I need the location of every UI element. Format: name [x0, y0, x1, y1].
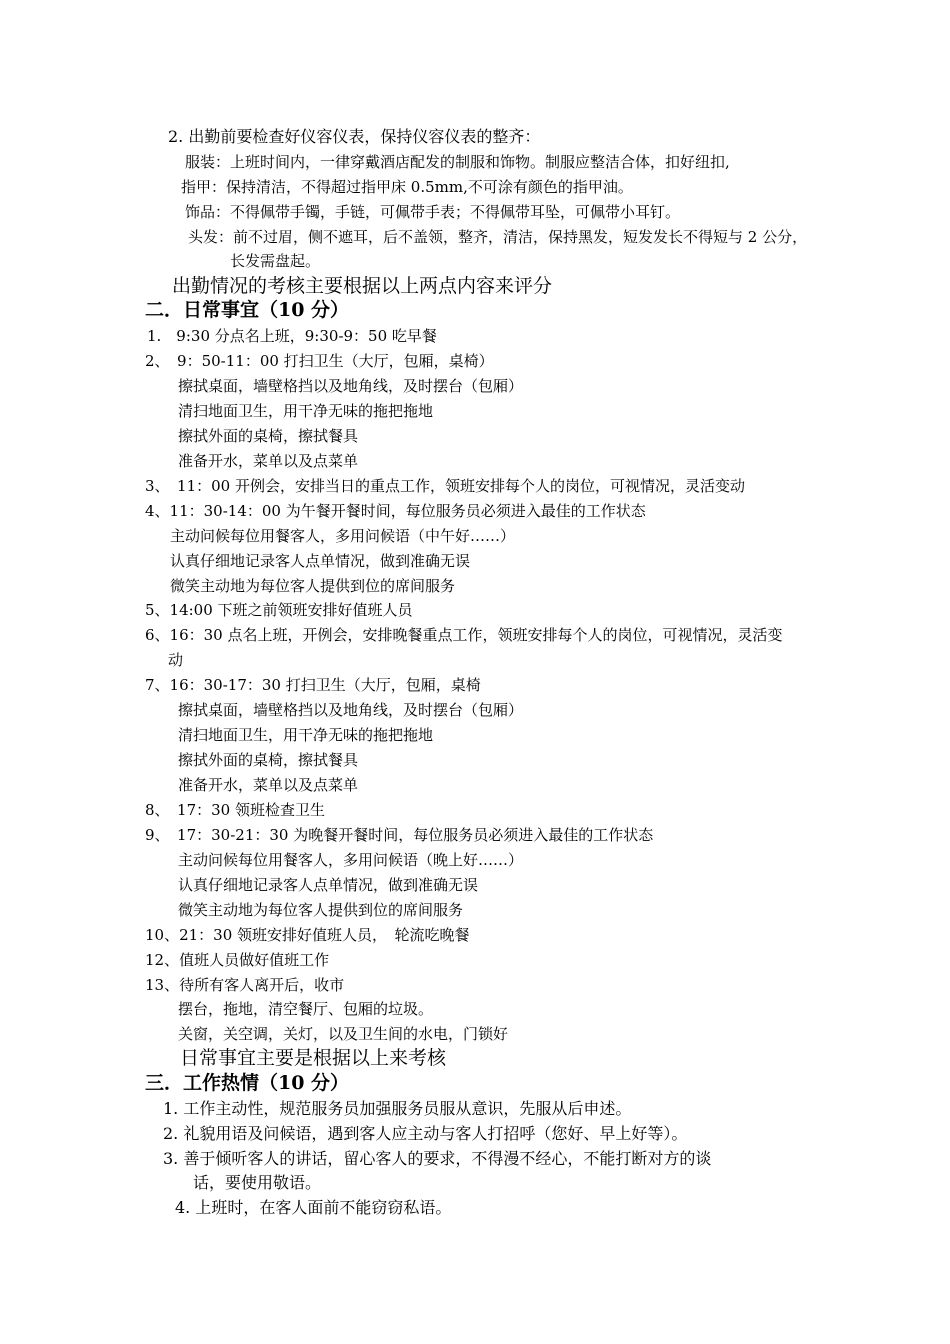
list-item: 清扫地面卫生，用干净无味的拖把拖地 [178, 402, 434, 420]
list-item: 13、待所有客人离开后，收市 [145, 976, 345, 994]
list-item: 10、21：30 领班安排好值班人员， 轮流吃晚餐 [145, 926, 470, 944]
section-heading-work-enthusiasm: 三．工作热情（10 分） [145, 1072, 350, 1094]
list-item: 擦拭桌面，墙壁格挡以及地角线，及时摆台（包厢） [178, 377, 524, 395]
list-item: 2. 礼貌用语及问候语，遇到客人应主动与客人打招呼（您好、早上好等）。 [163, 1124, 688, 1143]
list-item: 微笑主动地为每位客人提供到位的席间服务 [170, 577, 456, 595]
list-item: 6、16：30 点名上班，开例会，安排晚餐重点工作，领班安排每个人的岗位，可视情况，灵活变 [145, 626, 783, 644]
list-item: 准备开水，菜单以及点菜单 [178, 776, 359, 794]
attendance-item-2: 2. 出勤前要检查好仪容仪表，保持仪容仪表的整齐： [168, 127, 541, 146]
list-item: 3、 11：00 开例会，安排当日的重点工作，领班安排每个人的岗位，可视情况，灵活变动 [145, 477, 745, 495]
nails-rule: 指甲：保持清洁，不得超过指甲床 0.5mm,不可涂有颜色的指甲油。 [181, 178, 633, 196]
list-item: 清扫地面卫生，用干净无味的拖把拖地 [178, 726, 434, 744]
list-item: 擦拭外面的桌椅，擦拭餐具 [178, 427, 359, 445]
hair-rule-continued: 长发需盘起。 [230, 252, 321, 270]
list-item: 3. 善于倾听客人的讲话，留心客人的要求，不得漫不经心，不能打断对方的谈 [163, 1149, 712, 1168]
list-item: 2、 9：50-11：00 打扫卫生（大厅，包厢，桌椅） [145, 352, 494, 370]
list-item: 1. 9:30 分点名上班，9:30-9：50 吃早餐 [147, 327, 437, 345]
daily-affairs-summary: 日常事宜主要是根据以上来考核 [180, 1047, 447, 1069]
list-item: 擦拭桌面，墙壁格挡以及地角线，及时摆台（包厢） [178, 701, 524, 719]
list-item: 准备开水，菜单以及点菜单 [178, 452, 359, 470]
list-item: 5、14:00 下班之前领班安排好值班人员 [145, 601, 413, 619]
list-item: 摆台，拖地，清空餐厅、包厢的垃圾。 [178, 1000, 434, 1018]
list-item: 7、16：30-17：30 打扫卫生（大厅，包厢，桌椅 [145, 676, 481, 694]
list-item: 9、 17：30-21：30 为晚餐开餐时间，每位服务员必须进入最佳的工作状态 [145, 826, 654, 844]
accessories-rule: 饰品：不得佩带手镯，手链，可佩带手表；不得佩带耳坠，可佩带小耳钉。 [185, 203, 681, 221]
list-item: 8、 17：30 领班检查卫生 [145, 801, 325, 819]
list-item: 4. 上班时，在客人面前不能窃窃私语。 [175, 1198, 452, 1217]
list-item: 主动问候每位用餐客人，多用问候语（中午好……） [170, 527, 516, 545]
list-item: 关窗，关空调，关灯，以及卫生间的水电，门锁好 [178, 1025, 509, 1043]
list-item: 认真仔细地记录客人点单情况，做到准确无误 [170, 552, 471, 570]
list-item: 1. 工作主动性，规范服务员加强服务员服从意识，先服从后申述。 [163, 1099, 632, 1118]
list-item: 主动问候每位用餐客人，多用问候语（晚上好……） [178, 851, 524, 869]
list-item: 微笑主动地为每位客人提供到位的席间服务 [178, 901, 464, 919]
list-item: 4、11：30-14：00 为午餐开餐时间，每位服务员必须进入最佳的工作状态 [145, 502, 646, 520]
list-item: 认真仔细地记录客人点单情况，做到准确无误 [178, 876, 479, 894]
list-item: 动 [168, 651, 184, 669]
attire-rule: 服装：上班时间内，一律穿戴酒店配发的制服和饰物。制服应整洁合体，扣好纽扣, [185, 153, 730, 171]
section-heading-daily-affairs: 二．日常事宜（10 分） [145, 299, 350, 321]
attendance-summary: 出勤情况的考核主要根据以上两点内容来评分 [172, 275, 553, 297]
list-item: 12、值班人员做好值班工作 [145, 951, 330, 969]
list-item: 擦拭外面的桌椅，擦拭餐具 [178, 751, 359, 769]
list-item: 话，要使用敬语。 [193, 1173, 322, 1192]
hair-rule: 头发：前不过眉，侧不遮耳，后不盖领，整齐，清洁，保持黑发，短发发长不得短与 2 公分， [188, 228, 808, 246]
